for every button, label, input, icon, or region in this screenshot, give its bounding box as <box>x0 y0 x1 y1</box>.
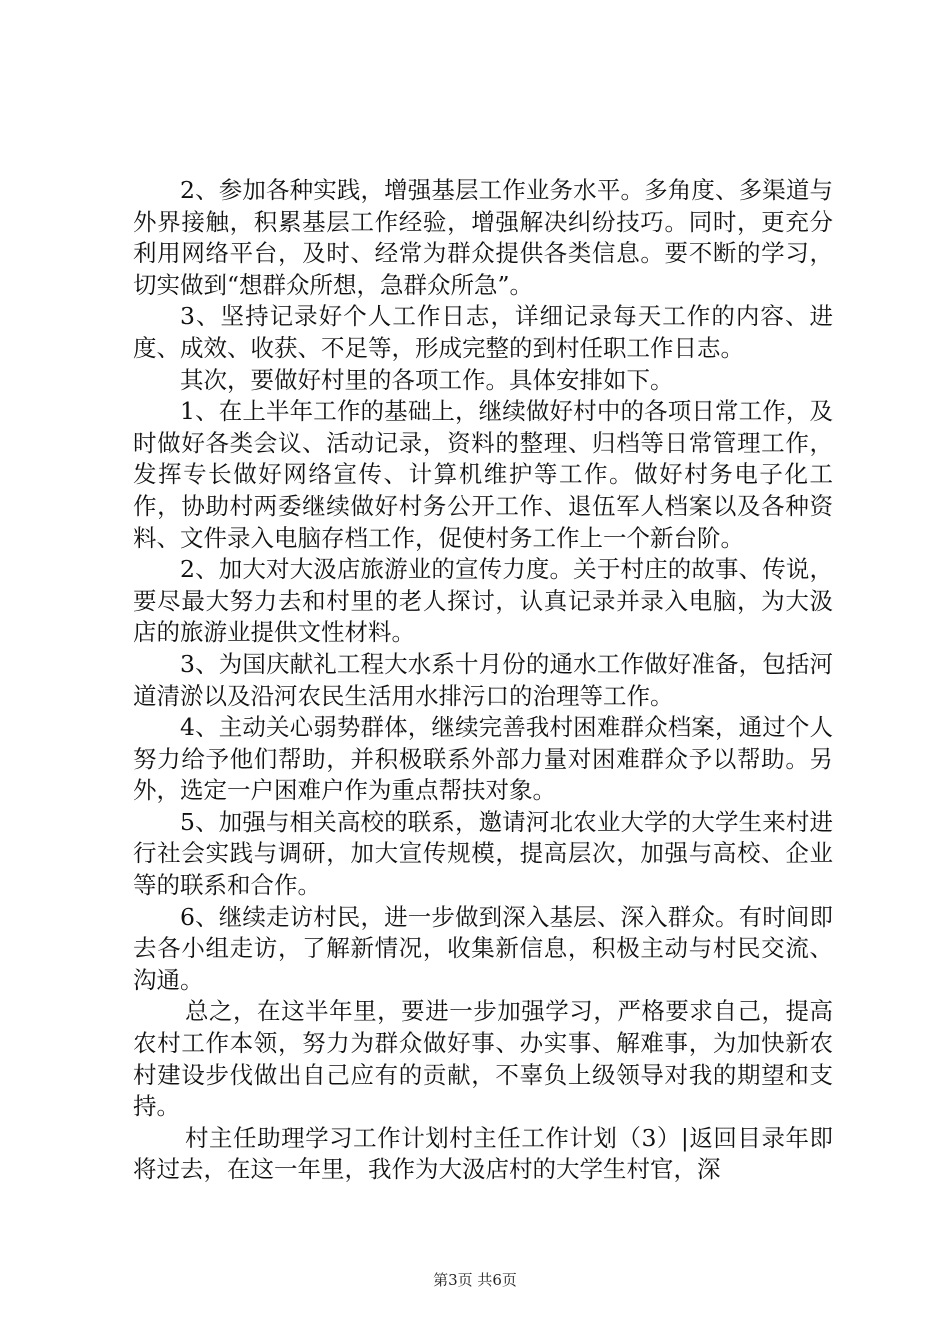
document-body <box>133 175 833 1186</box>
paragraph: 1、在上半年工作的基础上，继续做好村中的各项日常工作，及时做好各类会议、活动记录，资料的整理、归档等日常管理工作，发挥专长做好网络宣传、计算机维护等工作。做好村务电子化工作，协助村两委继续做好村务公开工作、退伍军人档案以及各种资料、文件录入电脑存档工作，促使村务工作上一个新台阶。 <box>133 397 833 552</box>
paragraph: 村主任助理学习工作计划村主任工作计划（3）|返回目录年即将过去，在这一年里，我作为大汲店村的大学生村官，深 <box>133 1123 833 1184</box>
paragraph: 5、加强与相关高校的联系，邀请河北农业大学的大学生来村进行社会实践与调研，加大宣传规模，提高层次，加强与高校、企业等的联系和合作。 <box>133 807 833 900</box>
paragraph: 2、参加各种实践，增强基层工作业务水平。多角度、多渠道与外界接触，积累基层工作经验，增强解决纠纷技巧。同时，更充分利用网络平台，及时、经常为群众提供各类信息。要不断的学习，切实做到“想群众所想，急群众所急”。 <box>133 176 833 299</box>
paragraph: 6、继续走访村民，进一步做到深入基层、深入群众。有时间即去各小组走访，了解新情况，收集新信息，积极主动与村民交流、沟通。 <box>133 902 833 994</box>
paragraph: 其次，要做好村里的各项工作。具体安排如下。 <box>180 365 674 394</box>
paragraph: 3、坚持记录好个人工作日志，详细记录每天工作的内容、进度、成效、收获、不足等，形成完整的到村任职工作日志。 <box>133 302 833 362</box>
paragraph: 3、为国庆献礼工程大水系十月份的通水工作做好准备，包括河道清淤以及沿河农民生活用水排污口的治理等工作。 <box>133 649 833 710</box>
paragraph: 总之，在这半年里，要进一步加强学习，严格要求自己，提高农村工作本领，努力为群众做好事、办实事、解难事，为加快新农村建设步伐做出自己应有的贡献，不辜负上级领导对我的期望和支持。 <box>133 997 833 1121</box>
page-number-footer: 第3页 共6页 <box>433 1271 517 1289</box>
paragraph: 2、加大对大汲店旅游业的宣传力度。关于村庄的故事、传说，要尽最大努力去和村里的老人探讨，认真记录并录入电脑，为大汲店的旅游业提供文性材料。 <box>133 555 833 647</box>
paragraph: 4、主动关心弱势群体，继续完善我村困难群众档案，通过个人努力给予他们帮助，并积极联系外部力量对困难群众予以帮助。另外，选定一户困难户作为重点帮扶对象。 <box>133 713 833 805</box>
